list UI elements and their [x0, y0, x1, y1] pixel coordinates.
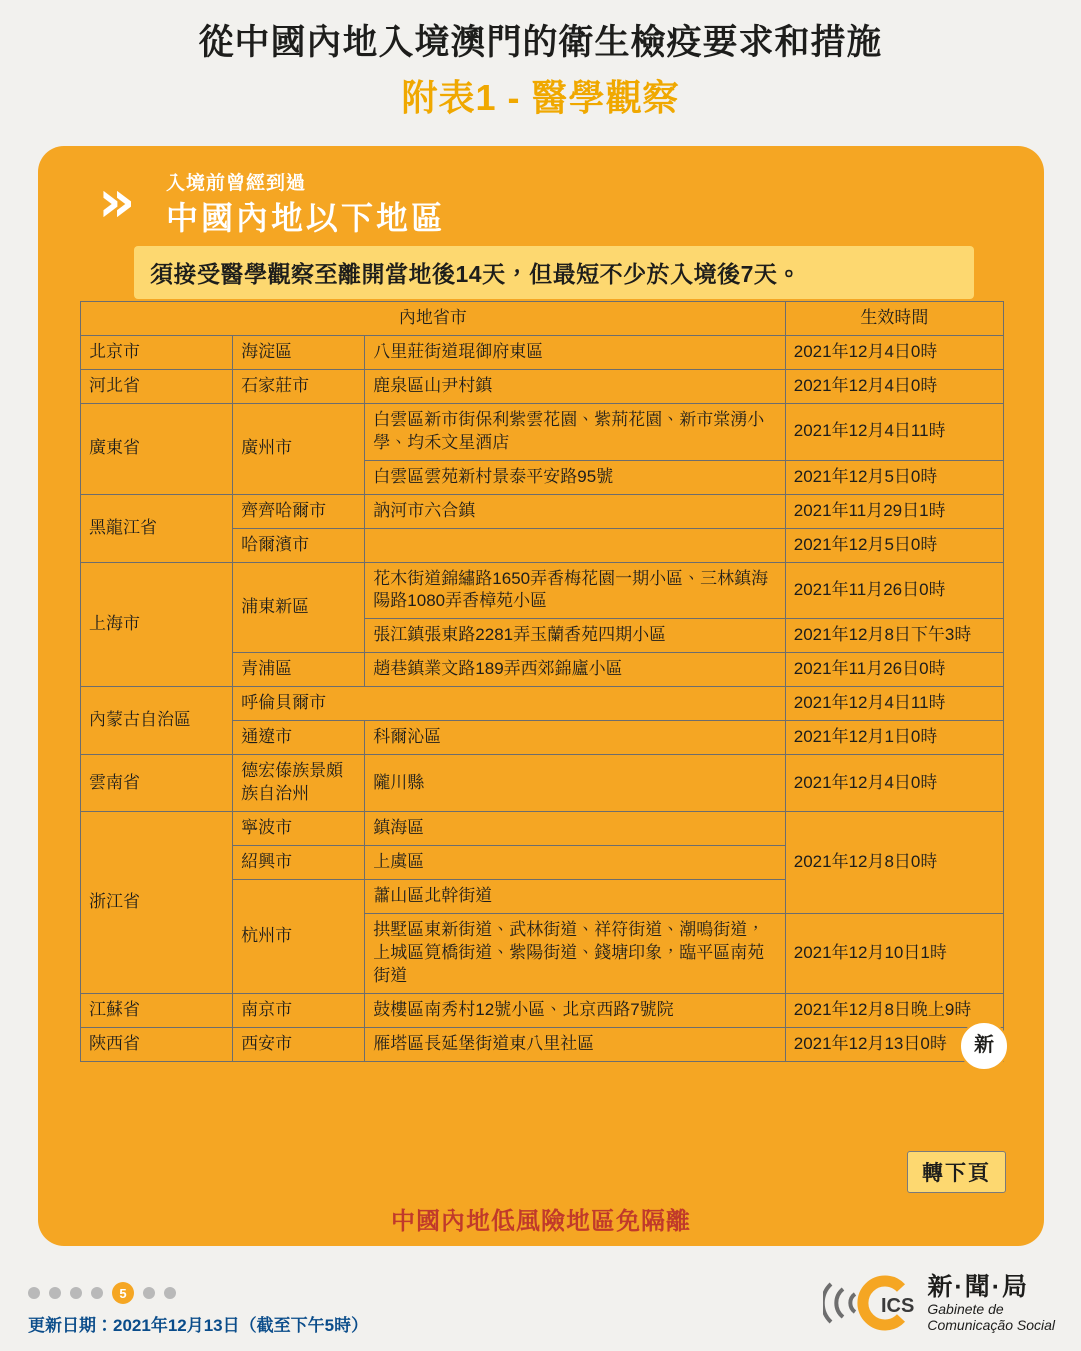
- city-cell: 紹興市: [233, 845, 365, 879]
- place-cell: 鎮海區: [365, 812, 785, 846]
- gcs-logo: [823, 1270, 1055, 1336]
- time-cell: 2021年11月29日1時: [785, 494, 1003, 528]
- time-cell: [785, 1027, 1003, 1061]
- logo-line3: Comunicação Social: [927, 1317, 1055, 1334]
- place-cell: 拱墅區東新街道、武林街道、祥符街道、潮鳴街道，上城區筧橋街道、紫陽街道、錢塘印象，臨平區南苑街道: [365, 913, 785, 993]
- place-cell: 白雲區新市街保利紫雲花園、紫荊花園、新市棠湧小學、均禾文星酒店: [365, 403, 785, 460]
- city-cell: 哈爾濱市: [233, 528, 365, 562]
- time-cell: 2021年12月8日0時: [785, 812, 1003, 914]
- time-cell: 2021年12月4日0時: [785, 369, 1003, 403]
- province-cell: 浙江省: [81, 812, 233, 994]
- place-cell: 科爾沁區: [365, 721, 785, 755]
- time-cell: 2021年12月1日0時: [785, 721, 1003, 755]
- time-cell: 2021年12月4日11時: [785, 403, 1003, 460]
- table-row: [81, 1027, 1004, 1061]
- place-cell: 訥河市六合鎮: [365, 494, 785, 528]
- new-badge: 新: [959, 1021, 1009, 1071]
- place-cell: 八里莊街道琨御府東區: [365, 335, 785, 369]
- region-label: 中國內地以下地區: [166, 200, 447, 236]
- update-date: 更新日期：2021年12月13日（截至下午5時）: [28, 1316, 369, 1335]
- place-cell: 鹿泉區山尹村鎮: [365, 369, 785, 403]
- time-cell: 2021年12月5日0時: [785, 528, 1003, 562]
- table-row: [81, 562, 1004, 619]
- table-row: [81, 755, 1004, 812]
- city-cell: 石家莊市: [233, 369, 365, 403]
- city-cell: 廣州市: [233, 403, 365, 494]
- table-row: [81, 812, 1004, 846]
- table-row: [81, 993, 1004, 1027]
- table-header-row: [81, 302, 1004, 336]
- info-card: [38, 146, 1044, 1246]
- table-row: [81, 403, 1004, 460]
- place-cell: 趙巷鎮業文路189弄西郊錦廬小區: [365, 653, 785, 687]
- place-cell: 蕭山區北幹街道: [365, 879, 785, 913]
- city-cell: 寧波市: [233, 812, 365, 846]
- time-cell: 2021年12月8日下午3時: [785, 619, 1003, 653]
- gcs-logo-text: [927, 1273, 1055, 1334]
- place-cell: 雁塔區長延堡街道東八里社區: [365, 1027, 785, 1061]
- city-cell: 南京市: [233, 993, 365, 1027]
- low-risk-note: 中國內地低風險地區免隔離: [391, 1208, 691, 1235]
- city-cell: 齊齊哈爾市: [233, 494, 365, 528]
- page-dot-current[interactable]: 5: [112, 1282, 134, 1304]
- page-dot[interactable]: [70, 1287, 82, 1299]
- city-cell: 呼倫貝爾市: [233, 687, 786, 721]
- page-indicator: [28, 1282, 176, 1304]
- place-cell: 隴川縣: [365, 755, 785, 812]
- table-row: [81, 494, 1004, 528]
- city-cell: 浦東新區: [233, 562, 365, 653]
- province-cell: 黑龍江省: [81, 494, 233, 562]
- chevron-right-icon: »: [98, 167, 136, 235]
- time-text: 2021年12月13日0時: [793, 1033, 947, 1053]
- notice-banner: 須接受醫學觀察至離開當地後14天，但最短不少於入境後7天。: [134, 246, 974, 299]
- time-cell: 2021年11月26日0時: [785, 562, 1003, 619]
- time-cell: 2021年12月10日1時: [785, 913, 1003, 993]
- requirements-table: [80, 301, 1004, 1062]
- header-effective: 生效時間: [785, 302, 1003, 336]
- pre-arrival-label: 入境前曾經到過: [166, 173, 307, 194]
- page-dot[interactable]: [164, 1287, 176, 1299]
- page-dot[interactable]: [91, 1287, 103, 1299]
- city-cell: 通遼市: [233, 721, 365, 755]
- logo-line2: Gabinete de: [927, 1301, 1004, 1318]
- table-row: [81, 369, 1004, 403]
- city-cell: 青浦區: [233, 653, 365, 687]
- header-mainland: 內地省市: [81, 302, 786, 336]
- place-cell: [365, 528, 785, 562]
- time-cell: 2021年12月4日11時: [785, 687, 1003, 721]
- time-cell: 2021年12月4日0時: [785, 755, 1003, 812]
- place-cell: 花木街道錦繡路1650弄香梅花園一期小區、三林鎮海陽路1080弄香樟苑小區: [365, 562, 785, 619]
- next-page-button[interactable]: 轉下頁: [907, 1151, 1006, 1193]
- table-row: [81, 687, 1004, 721]
- place-cell: 鼓樓區南秀村12號小區、北京西路7號院: [365, 993, 785, 1027]
- title-sub: 附表1 - 醫學觀察: [401, 77, 680, 118]
- time-cell: 2021年11月26日0時: [785, 653, 1003, 687]
- logo-line1: 新·聞·局: [927, 1272, 1030, 1301]
- svg-text:ICS: ICS: [881, 1295, 915, 1317]
- page-title: [0, 0, 1081, 121]
- province-cell: 廣東省: [81, 403, 233, 494]
- place-cell: 白雲區雲苑新村景泰平安路95號: [365, 460, 785, 494]
- table-row: [81, 335, 1004, 369]
- page-dot[interactable]: [49, 1287, 61, 1299]
- province-cell: 北京市: [81, 335, 233, 369]
- province-cell: 江蘇省: [81, 993, 233, 1027]
- province-cell: 內蒙古自治區: [81, 687, 233, 755]
- page-dot[interactable]: [143, 1287, 155, 1299]
- province-cell: 上海市: [81, 562, 233, 687]
- time-cell: 2021年12月5日0時: [785, 460, 1003, 494]
- city-cell: 杭州市: [233, 879, 365, 993]
- province-cell: 陝西省: [81, 1027, 233, 1061]
- place-cell: 上虞區: [365, 845, 785, 879]
- title-main: 從中國內地入境澳門的衛生檢疫要求和措施: [198, 23, 883, 62]
- province-cell: 雲南省: [81, 755, 233, 812]
- time-cell: 2021年12月4日0時: [785, 335, 1003, 369]
- city-cell: 西安市: [233, 1027, 365, 1061]
- city-cell: 德宏傣族景頗族自治州: [233, 755, 365, 812]
- time-cell: 2021年12月8日晚上9時: [785, 993, 1003, 1027]
- place-cell: 張江鎮張東路2281弄玉蘭香苑四期小區: [365, 619, 785, 653]
- city-cell: 海淀區: [233, 335, 365, 369]
- province-cell: 河北省: [81, 369, 233, 403]
- gcs-logo-icon: [823, 1270, 915, 1336]
- page-dot[interactable]: [28, 1287, 40, 1299]
